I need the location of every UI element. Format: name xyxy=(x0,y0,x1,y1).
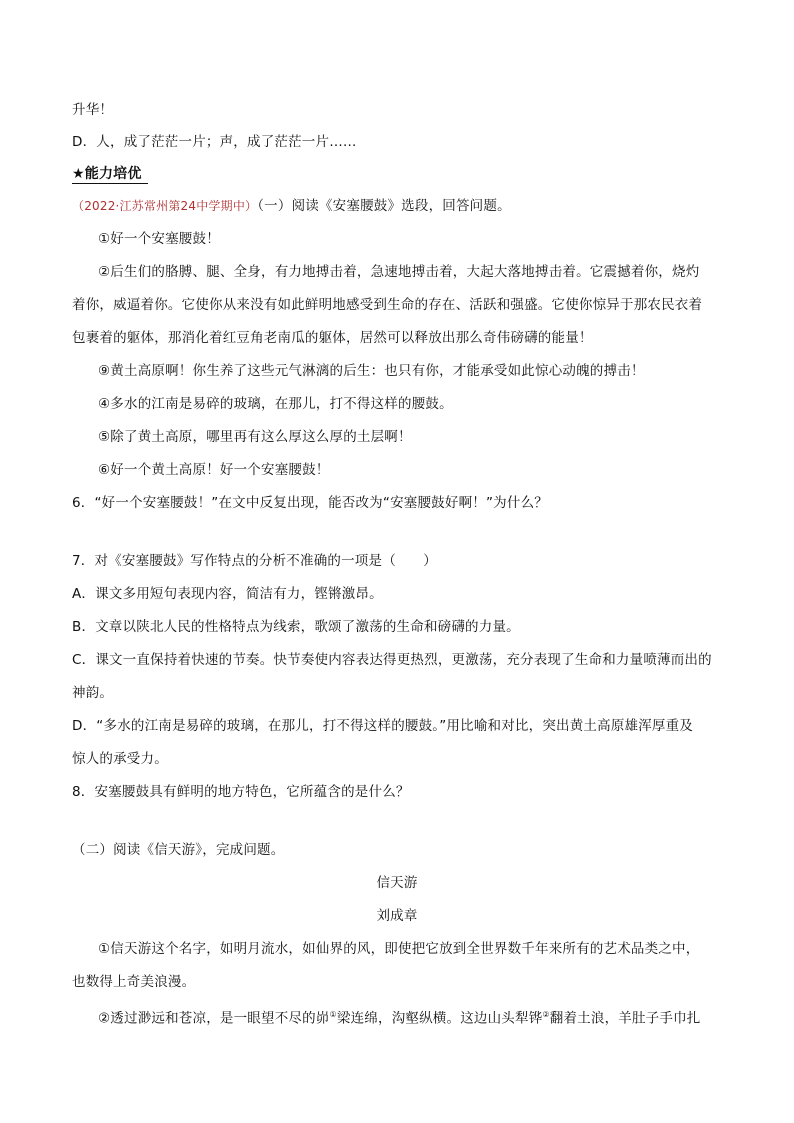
question-6: 6．“好一个安塞腰鼓！”在文中反复出现，能否改为“安塞腰鼓好啊！”为什么？ xyxy=(72,495,548,511)
question-7-option-c: C．课文一直保持着快速的节奏。快节奏使内容表达得更热烈，更激荡，充分表现了生命和力量喷薄而出的 xyxy=(72,652,712,668)
text-run: ②透过渺远和苍凉，是一眼望不尽的峁 xyxy=(98,1010,330,1027)
author: 刘成章 xyxy=(376,908,418,924)
question-8: 8．安塞腰鼓具有鲜明的地方特色，它所蕴含的是什么？ xyxy=(72,784,410,800)
question-7: 7．对《安塞腰鼓》写作特点的分析不准确的一项是（ ） xyxy=(72,553,437,569)
text-run: 梁连绵，沟壑纵横。这边山头犁铧 xyxy=(336,1010,543,1027)
poem-title: 信天游 xyxy=(376,875,418,891)
reading-paragraph xyxy=(98,1006,700,1028)
passage-paragraph-cont: 包裹着的躯体，那消化着红豆角老南瓜的躯体，居然可以释放出那么奇伟磅礴的能量！ xyxy=(72,330,593,346)
reading-paragraph: ①信天游这个名字，如明月流水，如仙界的风，即使把它放到全世界数千年来所有的艺术品类之中， xyxy=(98,941,700,957)
question-7-option-d-cont: 惊人的承受力。 xyxy=(72,751,168,767)
footnote-marker[interactable]: ② xyxy=(542,1010,550,1019)
passage-paragraph: ②后生们的胳膊、腿、全身，有力地搏击着，急速地搏击着，大起大落地搏击着。它震撼着你，烧灼 xyxy=(98,264,700,280)
passage-intro-1 xyxy=(72,197,511,215)
passage-paragraph: ④多水的江南是易碎的玻璃，在那儿，打不得这样的腰鼓。 xyxy=(98,396,453,412)
section-title: ★能力培优 xyxy=(72,165,148,184)
question-7-option-a: A．课文多用短句表现内容，简洁有力，铿锵激昂。 xyxy=(72,586,383,602)
intro-text: （一）阅读《安塞腰鼓》选段，回答问题。 xyxy=(257,198,511,214)
passage-paragraph: ⑨黄土高原啊！你生养了这些元气淋漓的后生：也只有你，才能承受如此惊心动魄的搏击！ xyxy=(98,363,645,379)
passage-paragraph: ①好一个安塞腰鼓！ xyxy=(98,231,220,247)
reading-paragraph-cont: 也数得上奇美浪漫。 xyxy=(72,974,196,990)
passage-paragraph: ⑤除了黄土高原，哪里再有这么厚这么厚的土层啊！ xyxy=(98,429,412,445)
question-7-option-c-cont: 神韵。 xyxy=(72,685,114,701)
passage-paragraph: ⑥好一个黄土高原！好一个安塞腰鼓！ xyxy=(98,462,330,478)
option-d-previous: D．人，成了茫茫一片；声，成了茫茫一片…… xyxy=(72,134,357,150)
question-7-option-b: B．文章以陕北人民的性格特点为线索，歌颂了激荡的生命和磅礴的力量。 xyxy=(72,619,520,635)
question-7-option-d: D．“多水的江南是易碎的玻璃，在那儿，打不得这样的腰鼓。”用比喻和对比，突出黄土高原雄浑厚重及 xyxy=(72,718,694,734)
text-run: 翻着土浪，羊肚子手巾扎 xyxy=(549,1010,701,1027)
source-tag: （2022·江苏常州第24中学期中） xyxy=(72,199,258,213)
footnote-marker[interactable]: ① xyxy=(329,1010,337,1019)
passage-paragraph-cont: 着你，威逼着你。它使你从来没有如此鲜明地感受到生命的存在、活跃和强盛。它使你惊异于那农民衣着 xyxy=(72,297,703,313)
passage-intro-2: （二）阅读《信天游》，完成问题。 xyxy=(72,842,285,858)
text-line: 升华！ xyxy=(72,102,114,118)
